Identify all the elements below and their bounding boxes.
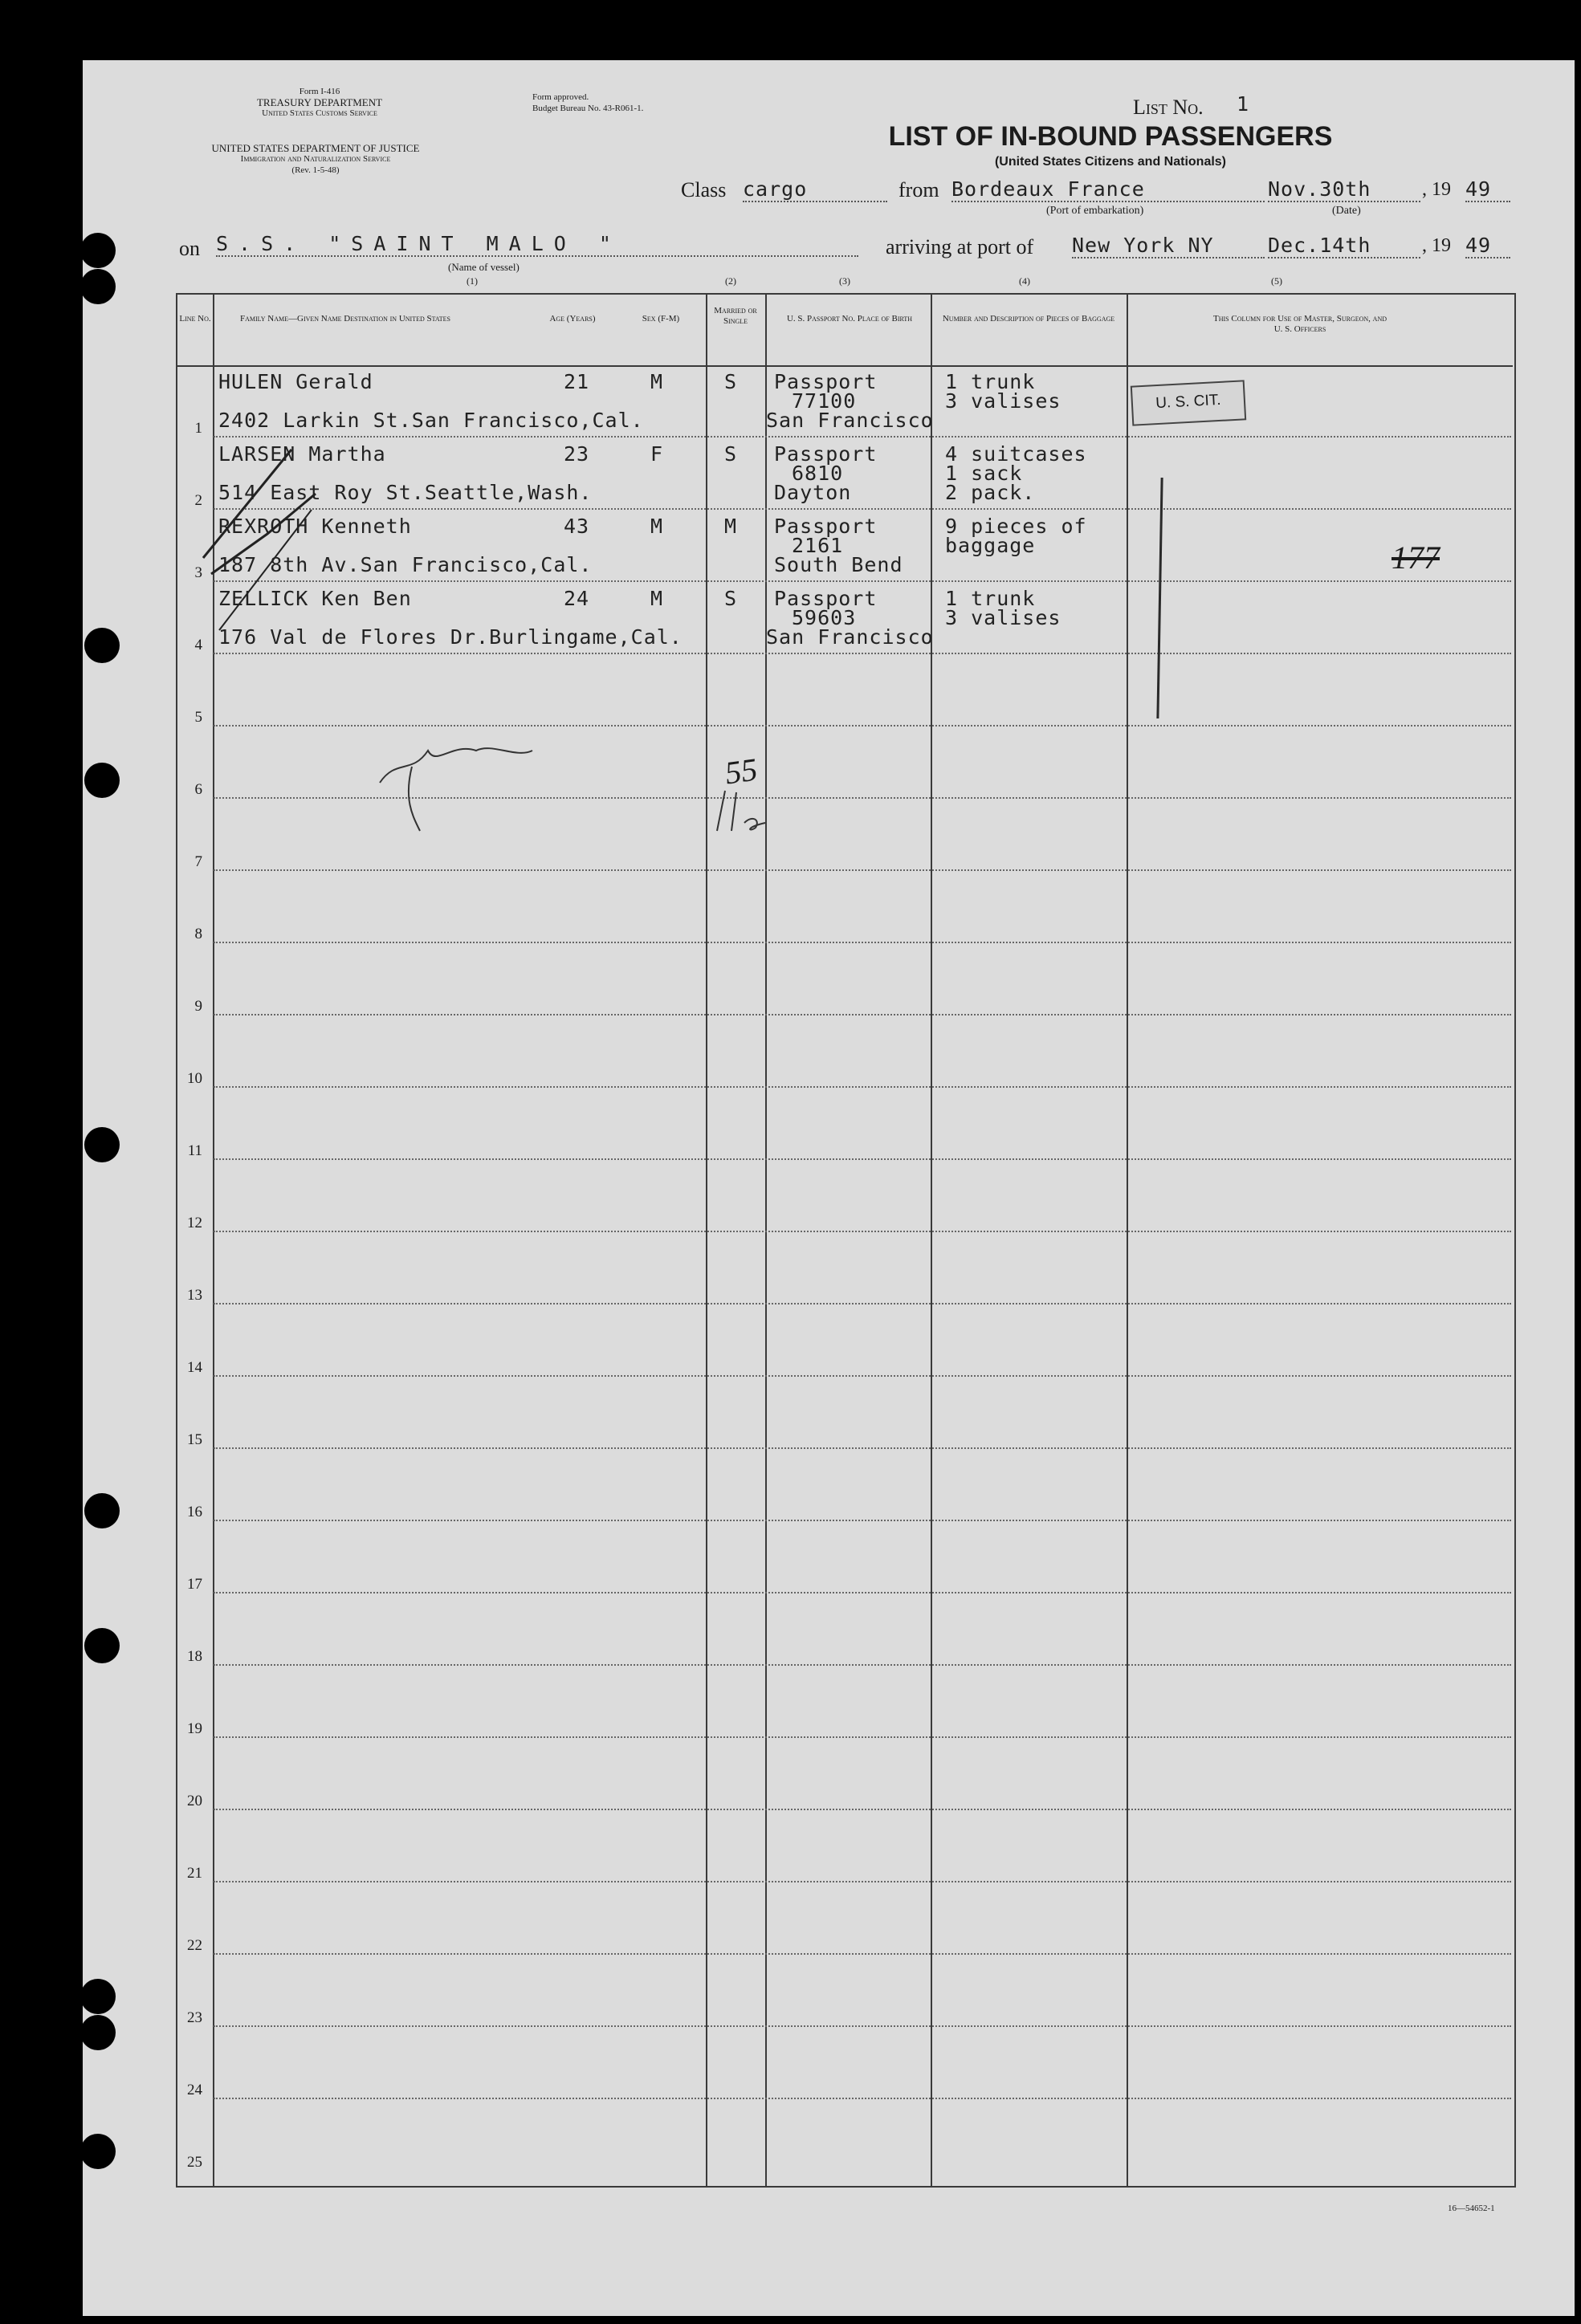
line-number: 20 <box>187 1793 202 1809</box>
departure-year-prefix: , 19 <box>1422 179 1451 200</box>
table-row <box>170 1232 1511 1304</box>
table-row <box>170 1738 1511 1810</box>
passenger-address: 187 8th Av.San Francisco,Cal. <box>218 553 593 576</box>
binder-hole <box>84 1493 120 1528</box>
baggage-line: 1 trunk <box>945 370 1036 393</box>
table-row <box>170 1015 1511 1088</box>
baggage-line: 3 valises <box>945 606 1061 629</box>
line-number: 7 <box>194 853 202 870</box>
baggage-line: baggage <box>945 534 1036 557</box>
line-number: 3 <box>194 564 202 581</box>
document-subtitle: (United States Citizens and Nationals) <box>994 155 1227 169</box>
departure-date: Nov.30th <box>1268 177 1420 202</box>
list-no-value: 1 <box>1237 92 1250 116</box>
line-number: 24 <box>187 2082 202 2098</box>
baggage-header: Number and Description of Pieces of Baggage <box>942 314 1115 324</box>
name-header: Family Name—Given Name Destination in United States <box>240 314 450 324</box>
line-number: 2 <box>194 492 202 509</box>
passenger-age: 24 <box>564 587 590 610</box>
baggage-line: 3 valises <box>945 389 1061 413</box>
binder-hole <box>84 763 120 798</box>
line-number: 13 <box>187 1287 202 1304</box>
passenger-status: S <box>724 370 738 393</box>
arrival-date: Dec.14th <box>1268 234 1420 258</box>
table-row <box>170 1377 1511 1449</box>
passenger-sex: M <box>650 515 664 538</box>
form-approved: Form approved. <box>532 92 589 102</box>
class-label: Class <box>681 178 727 201</box>
line-number: 10 <box>187 1070 202 1087</box>
table-row <box>170 1666 1511 1738</box>
line-no-header: Line No. <box>179 314 211 324</box>
table-row <box>170 1160 1511 1232</box>
birthplace: Dayton <box>774 481 852 504</box>
form-number: Form I-416 <box>299 87 340 96</box>
passport-label: Passport <box>774 370 878 393</box>
passenger-status: S <box>724 442 738 466</box>
line-number: 5 <box>194 709 202 726</box>
binder-hole <box>80 233 116 268</box>
form-footer-code: 16—54652-1 <box>1448 2204 1495 2213</box>
passenger-age: 21 <box>564 370 590 393</box>
treasury-department: TREASURY DEPARTMENT <box>256 96 383 108</box>
port-of-embarkation: Bordeaux France <box>951 177 1265 202</box>
birthplace: San Francisco <box>766 625 934 649</box>
column-number: (1) <box>467 275 478 287</box>
line-number: 8 <box>194 926 202 942</box>
table-row <box>170 1955 1511 2027</box>
line-number: 22 <box>187 1937 202 1954</box>
table-row <box>170 1088 1511 1160</box>
officer-note: 177 <box>1392 539 1440 576</box>
passenger-age: 43 <box>564 515 590 538</box>
passenger-age: 23 <box>564 442 590 466</box>
arrival-year-prefix: , 19 <box>1422 235 1451 256</box>
line-number: 4 <box>194 637 202 653</box>
line-number: 25 <box>187 2154 202 2171</box>
passenger-name: REXROTH Kenneth <box>218 515 412 538</box>
arrival-year: 49 <box>1465 234 1510 258</box>
passport-label: Passport <box>774 442 878 466</box>
line-number: 17 <box>187 1576 202 1593</box>
binder-hole <box>84 628 120 663</box>
line-number: 15 <box>187 1431 202 1448</box>
married-header: Married or Single <box>714 306 757 326</box>
binder-hole <box>84 1628 120 1663</box>
binder-hole <box>80 2134 116 2169</box>
handwritten-note: 55 <box>723 751 760 792</box>
passenger-name: LARSEN Martha <box>218 442 386 466</box>
binder-hole <box>80 269 116 304</box>
handwritten-mark <box>709 783 773 839</box>
line-number: 18 <box>187 1648 202 1665</box>
arriving-label: arriving at port of <box>886 235 1034 258</box>
date-caption: (Date) <box>1332 205 1361 217</box>
table-row <box>170 1521 1511 1593</box>
passenger-sex: M <box>650 587 664 610</box>
passport-number: 2161 <box>792 534 844 557</box>
binder-hole <box>84 1127 120 1162</box>
passenger-address: 176 Val de Flores Dr.Burlingame,Cal. <box>218 625 683 649</box>
table-row <box>170 2027 1511 2099</box>
column-number: (4) <box>1019 275 1030 287</box>
department-of-justice: UNITED STATES DEPARTMENT OF JUSTICE <box>211 142 420 154</box>
passport-number: 77100 <box>792 389 857 413</box>
table-row <box>170 2099 1511 2171</box>
passenger-sex: M <box>650 370 664 393</box>
customs-service: United States Customs Service <box>262 108 377 118</box>
passport-header: U. S. Passport No. Place of Birth <box>786 314 913 324</box>
handwritten-checkmarks <box>171 365 589 847</box>
baggage-line: 2 pack. <box>945 481 1036 504</box>
arrival-port: New York NY <box>1072 234 1265 258</box>
passenger-status: M <box>724 515 738 538</box>
line-number: 23 <box>187 2009 202 2026</box>
passenger-address: 514 East Roy St.Seattle,Wash. <box>218 481 593 504</box>
table-row <box>170 1304 1511 1377</box>
line-number: 16 <box>187 1504 202 1520</box>
table-row <box>170 1882 1511 1955</box>
line-number: 9 <box>194 998 202 1015</box>
line-number: 19 <box>187 1720 202 1737</box>
on-label: on <box>179 237 200 260</box>
passenger-name: HULEN Gerald <box>218 370 373 393</box>
line-number: 21 <box>187 1865 202 1882</box>
baggage-line: 9 pieces of <box>945 515 1087 538</box>
birthplace: South Bend <box>774 553 903 576</box>
table-row <box>170 1593 1511 1666</box>
vessel-name: S.S. "SAINT MALO " <box>216 232 858 257</box>
passport-number: 59603 <box>792 606 857 629</box>
binder-hole <box>80 2015 116 2050</box>
passport-number: 6810 <box>792 462 844 485</box>
from-label: from <box>898 178 939 201</box>
binder-hole <box>80 1979 116 2014</box>
baggage-line: 4 suitcases <box>945 442 1087 466</box>
passenger-sex: F <box>650 442 664 466</box>
class-value: cargo <box>743 177 887 202</box>
departure-year: 49 <box>1465 177 1510 202</box>
column-number: (3) <box>839 275 850 287</box>
passenger-status: S <box>724 587 738 610</box>
sex-header: Sex (F-M) <box>642 314 680 324</box>
baggage-line: 1 trunk <box>945 587 1036 610</box>
column-number: (5) <box>1271 275 1282 287</box>
age-header: Age (Years) <box>549 314 596 324</box>
vessel-caption: (Name of vessel) <box>448 261 520 273</box>
us-citizen-stamp: U. S. CIT. <box>1131 380 1246 425</box>
passport-label: Passport <box>774 515 878 538</box>
passport-label: Passport <box>774 587 878 610</box>
line-number: 12 <box>187 1215 202 1231</box>
manifest-page <box>83 60 1575 2316</box>
document-title: LIST OF IN-BOUND PASSENGERS <box>888 121 1333 152</box>
column-number: (2) <box>725 275 736 287</box>
officers-header: This Column for Use of Master, Surgeon, and U. S. Officers <box>1213 314 1387 334</box>
baggage-line: 1 sack <box>945 462 1023 485</box>
table-row <box>170 871 1511 943</box>
table-row <box>170 1810 1511 1882</box>
line-number: 14 <box>187 1359 202 1376</box>
passenger-address: 2402 Larkin St.San Francisco,Cal. <box>218 409 644 432</box>
passenger-name: ZELLICK Ken Ben <box>218 587 412 610</box>
list-no-label: List No. <box>1133 96 1204 119</box>
revision-date: (Rev. 1-5-48) <box>291 165 340 175</box>
embarkation-caption: (Port of embarkation) <box>1046 205 1144 217</box>
line-number: 1 <box>194 420 202 437</box>
ins-service: Immigration and Naturalization Service <box>240 154 391 164</box>
line-number: 11 <box>187 1142 202 1159</box>
table-row <box>170 943 1511 1015</box>
line-number: 6 <box>194 781 202 798</box>
table-row <box>170 1449 1511 1521</box>
budget-bureau-no: Budget Bureau No. 43-R061-1. <box>532 104 644 113</box>
birthplace: San Francisco <box>766 409 934 432</box>
